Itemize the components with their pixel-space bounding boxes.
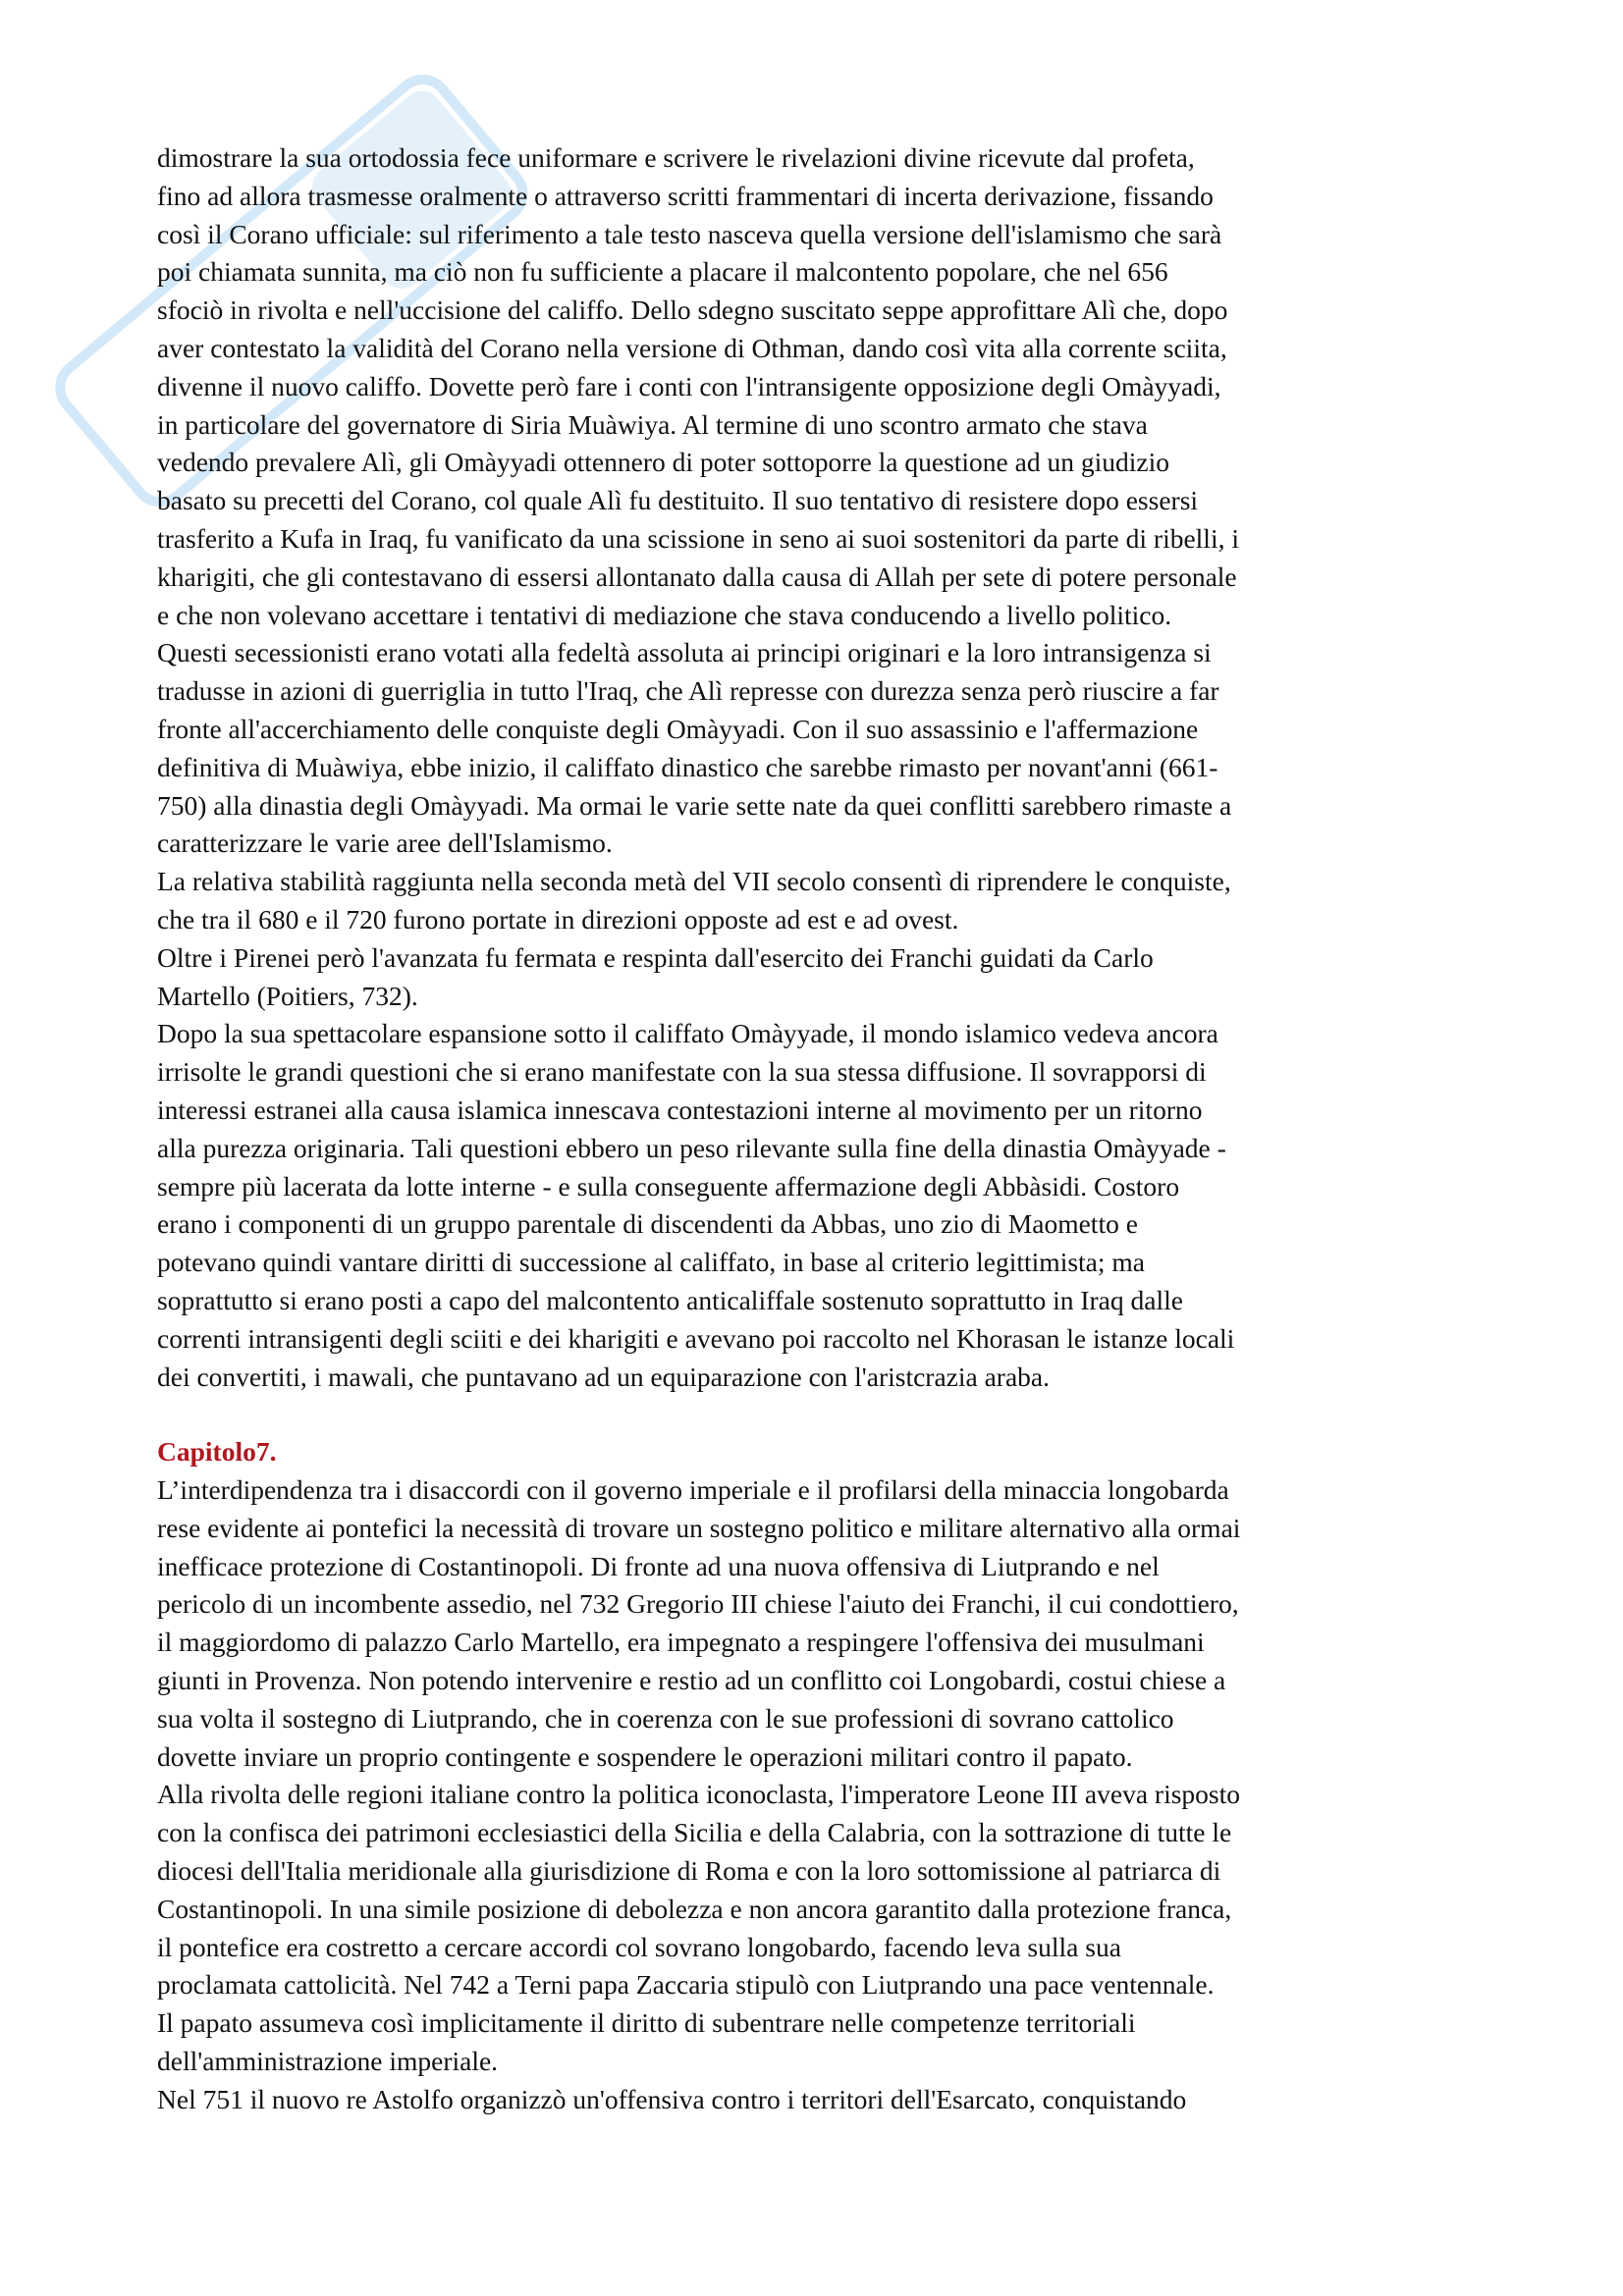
paragraph-5: Dopo la sua spettacolare espansione sotto il califfato Omàyyade, il mondo islamico vedeva ancora irrisolte le grandi questioni che si erano manifestate con la sua stessa diffusione. Il sovrapporsi di interessi estranei alla causa islamica innescava contestazioni interne al movimento per un ritorno alla purezza originaria. Tali questioni ebbero un peso rilevante sulla fine della dinastia Omàyyade - sempre più lacerata da lotte interne - e sulla conseguente affermazione degli Abbàsidi. Costoro erano i componenti di un gruppo parentale di discendenti da Abbas, uno zio di Maometto e potevano quindi vantare diritti di successione al califfato, in base al criterio legittimista; ma soprattutto si erano posti a capo del malcontento anticaliffale sostenuto soprattutto in Iraq dalle correnti intransigenti degli sciiti e dei kharigiti e avevano poi raccolto nel Khorasan le istanze locali dei convertiti, i mawali, che puntavano ad un equiparazione con l'aristcrazia araba.: [157, 1018, 1235, 1392]
chapter-heading: Capitolo7.: [157, 1436, 277, 1468]
paragraph-1: dimostrare la sua ortodossia fece uniformare e scrivere le rivelazioni divine ricevute dal profeta, fino ad allora trasmesse oralmente o attraverso scritti frammentari di incerta derivazione, fissando così il Corano ufficiale: sul riferimento a tale testo nasceva quella versione dell'islamismo che sarà poi chiamata sunnita, ma ciò non fu sufficiente a placare il malcontento popolare, che nel 656 sfociò in rivolta e nell'uccisione del califfo. Dello sdegno suscitato seppe approfittare Alì che, dopo aver contestato la validità del Corano nella versione di Othman, dando così vita alla corrente sciita, divenne il nuovo califfo. Dovette però fare i conti con l'intransigente opposizione degli Omàyyadi, in particolare del governatore di Siria Muàwiya. Al termine di uno scontro armato che stava vedendo prevalere Alì, gli Omàyyadi ottennero di poter sottoporre la questione ad un giudizio basato su precetti del Corano, col quale Alì fu destituito. Il suo tentativo di resistere dopo essersi trasferito a Kufa in Iraq, fu vanificato da una scissione in seno ai suoi sostenitori da parte di ribelli, i kharigiti, che gli contestavano di essersi allontanato dalla causa di Allah per sete di potere personale e che non volevano accettare i tentativi di mediazione che stava conducendo a livello politico.: [157, 142, 1239, 630]
paragraph-2: Questi secessionisti erano votati alla fedeltà assoluta ai principi originari e la loro intransigenza si tradusse in azioni di guerriglia in tutto l'Iraq, che Alì represse con durezza senza però riuscire a far fronte all'accerchiamento delle conquiste degli Omàyyadi. Con il suo assassinio e l'affermazione definitiva di Muàwiya, ebbe inizio, il califfato dinastico che sarebbe rimasto per novant'anni (661- 750) alla dinastia degli Omàyyadi. Ma ormai le varie sette nate da quei conflitti sarebbero rimaste a caratterizzare le varie aree dell'Islamismo.: [157, 637, 1232, 859]
paragraph-3: La relativa stabilità raggiunta nella seconda metà del VII secolo consentì di riprendere le conquiste, che tra il 680 e il 720 furono portate in direzioni opposte ad est e ad ovest.: [157, 866, 1231, 934]
chapter-paragraph-1: L’interdipendenza tra i disaccordi con il governo imperiale e il profilarsi della minaccia longobarda rese evidente ai pontefici la necessità di trovare un sostegno politico e militare alternativo alla ormai inefficace protezione di Costantinopoli. Di fronte ad una nuova offensiva di Liutprando e nel pericolo di un incombente assedio, nel 732 Gregorio III chiese l'aiuto dei Franchi, il cui condottiero, il maggiordomo di palazzo Carlo Martello, era impegnato a respingere l'offensiva dei musulmani giunti in Provenza. Non potendo intervenire e restio ad un conflitto coi Longobardi, costui chiese a sua volta il sostegno di Liutprando, che in coerenza con le sue professioni di sovrano cattolico dovette inviare un proprio contingente e sospendere le operazioni militari contro il papato.: [157, 1474, 1241, 1772]
chapter-paragraph-3: Nel 751 il nuovo re Astolfo organizzò un'offensiva contro i territori dell'Esarcato, conquistando: [157, 2083, 1187, 2114]
chapter-paragraph-2: Alla rivolta delle regioni italiane contro la politica iconoclasta, l'imperatore Leone III aveva risposto con la confisca dei patrimoni ecclesiastici della Sicilia e della Calabria, con la sottrazione di tutte le diocesi dell'Italia meridionale alla giurisdizione di Roma e con la loro sottomissione al patriarca di Costantinopoli. In una simile posizione di debolezza e non ancora garantito dalla protezione franca, il pontefice era costretto a cercare accordi col sovrano longobardo, facendo leva sulla sua proclamata cattolicità. Nel 742 a Terni papa Zaccaria stipulò con Liutprando una pace ventennale. Il papato assumeva così implicitamente il diritto di subentrare nelle competenze territoriali dell'amministrazione imperiale.: [157, 1779, 1241, 2077]
paragraph-4: Oltre i Pirenei però l'avanzata fu fermata e respinta dall'esercito dei Franchi guidati da Carlo Martello (Poitiers, 732).: [157, 941, 1154, 1011]
document-page: [157, 139, 1492, 2119]
